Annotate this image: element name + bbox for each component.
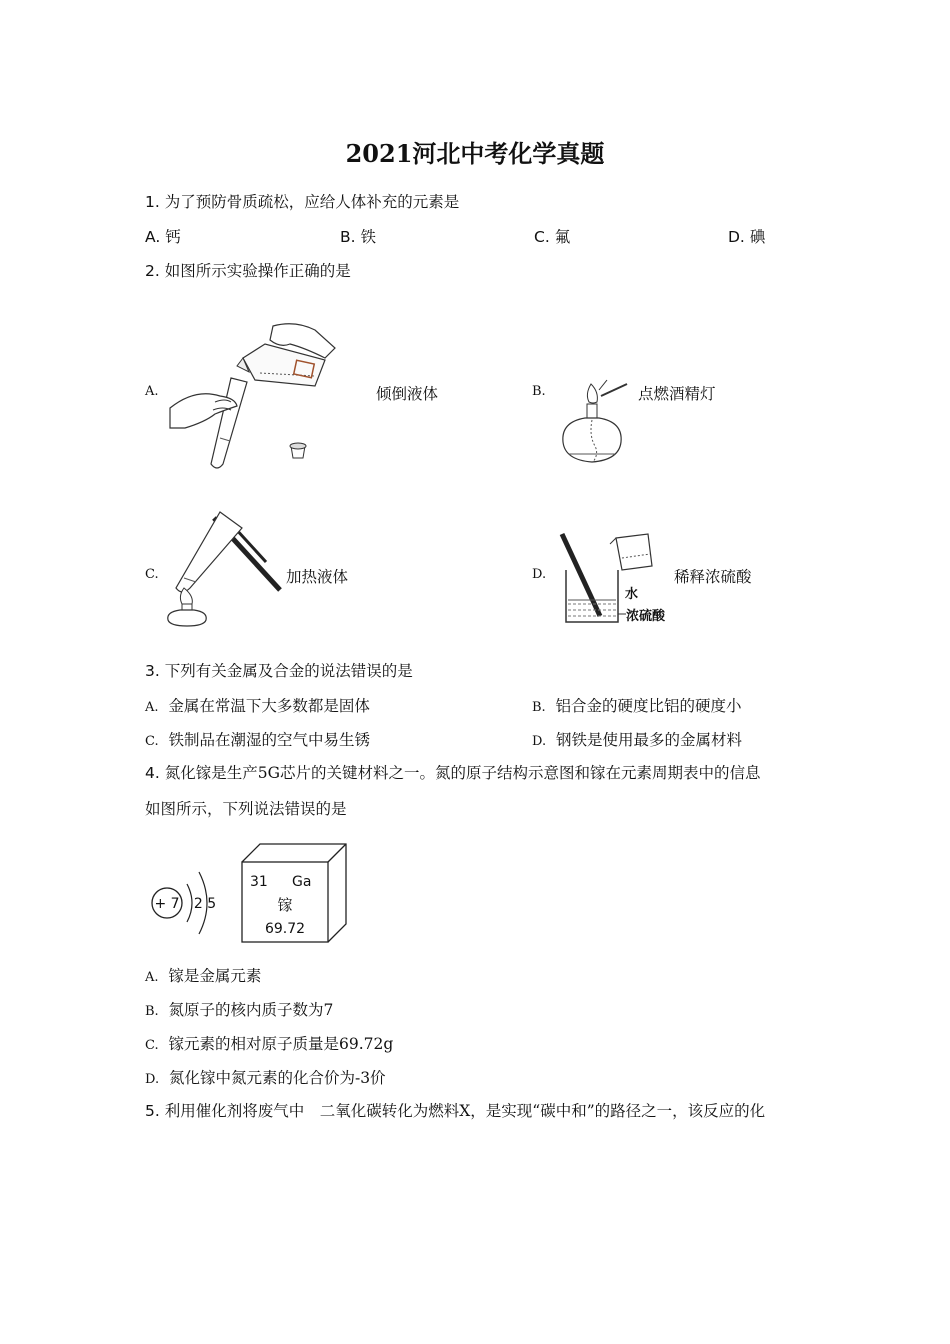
question-1-stem [145,192,459,212]
q2-option-b-letter[interactable]: B. [532,384,546,399]
element-symbol: Ga [292,874,312,890]
heating-liquid-illustration [162,508,284,628]
gallium-element-card [238,840,350,946]
water-label: 水 [625,587,639,602]
q4-option-a[interactable]: A. 镓是金属元素 [145,967,262,985]
q4-option-d[interactable]: D. 氮化镓中氮元素的化合价为-3价 [145,1069,386,1087]
nitrogen-atom-structure-diagram [145,856,225,946]
atomic-number: 31 [250,874,268,890]
electron-shells: 2 5 [193,896,217,912]
atomic-mass: 69.72 [264,921,306,937]
page-title: 2021河北中考化学真题 [345,139,605,168]
concentrated-sulfuric-acid-label: 浓硫酸 [626,609,666,624]
q1-option-c[interactable]: C. 氟 [534,228,571,246]
q3-option-c[interactable]: C. 铁制品在潮湿的空气中易生锈 [145,731,370,749]
question-4-stem-line2: 如图所示，下列说法错误的是 [145,800,347,818]
question-5-stem: 5. 利用催化剂将废气中 二氧化碳转化为燃料X，是实现“碳中和”的路径之一，该反应的化 [145,1102,766,1120]
question-3-stem: 3. 下列有关金属及合金的说法错误的是 [145,662,413,680]
pouring-liquid-illustration [165,318,340,478]
question-number: 1. [145,193,160,211]
question-2-stem: 2. 如图所示实验操作正确的是 [145,262,351,280]
q1-option-a[interactable]: A. 钙 [145,228,181,246]
q1-option-b[interactable]: B. 铁 [340,228,377,246]
q2-option-d-caption: 稀释浓硫酸 [674,568,752,586]
q2-option-b-caption: 点燃酒精灯 [638,385,716,403]
question-4-stem: 4. 氮化镓是生产5G芯片的关键材料之一。氮的原子结构示意图和镓在元素周期表中的信息 [145,764,761,782]
q3-option-a[interactable]: A. 金属在常温下大多数都是固体 [145,697,370,715]
q1-option-d[interactable]: D. 碘 [728,228,766,246]
question-text: 为了预防骨质疏松，应给人体补充的元素是 [164,193,460,211]
element-name: 镓 [277,896,293,914]
lighting-alcohol-lamp-illustration [555,376,635,471]
q3-option-d[interactable]: D. 钢铁是使用最多的金属材料 [532,731,742,749]
q2-option-d-letter[interactable]: D. [532,567,547,582]
q3-option-b[interactable]: B. 铝合金的硬度比铝的硬度小 [532,697,742,715]
q2-option-c-caption: 加热液体 [286,568,349,586]
q4-option-b[interactable]: B. 氮原子的核内质子数为7 [145,1001,334,1019]
q2-option-a-letter[interactable]: A. [145,384,159,399]
diluting-sulfuric-acid-illustration [556,530,672,628]
nucleus-charge: + 7 [154,896,180,912]
q4-option-c[interactable]: C. 镓元素的相对原子质量是69.72g [145,1035,394,1053]
q2-option-a-caption: 倾倒液体 [376,385,439,403]
q2-option-c-letter[interactable]: C. [145,567,159,582]
